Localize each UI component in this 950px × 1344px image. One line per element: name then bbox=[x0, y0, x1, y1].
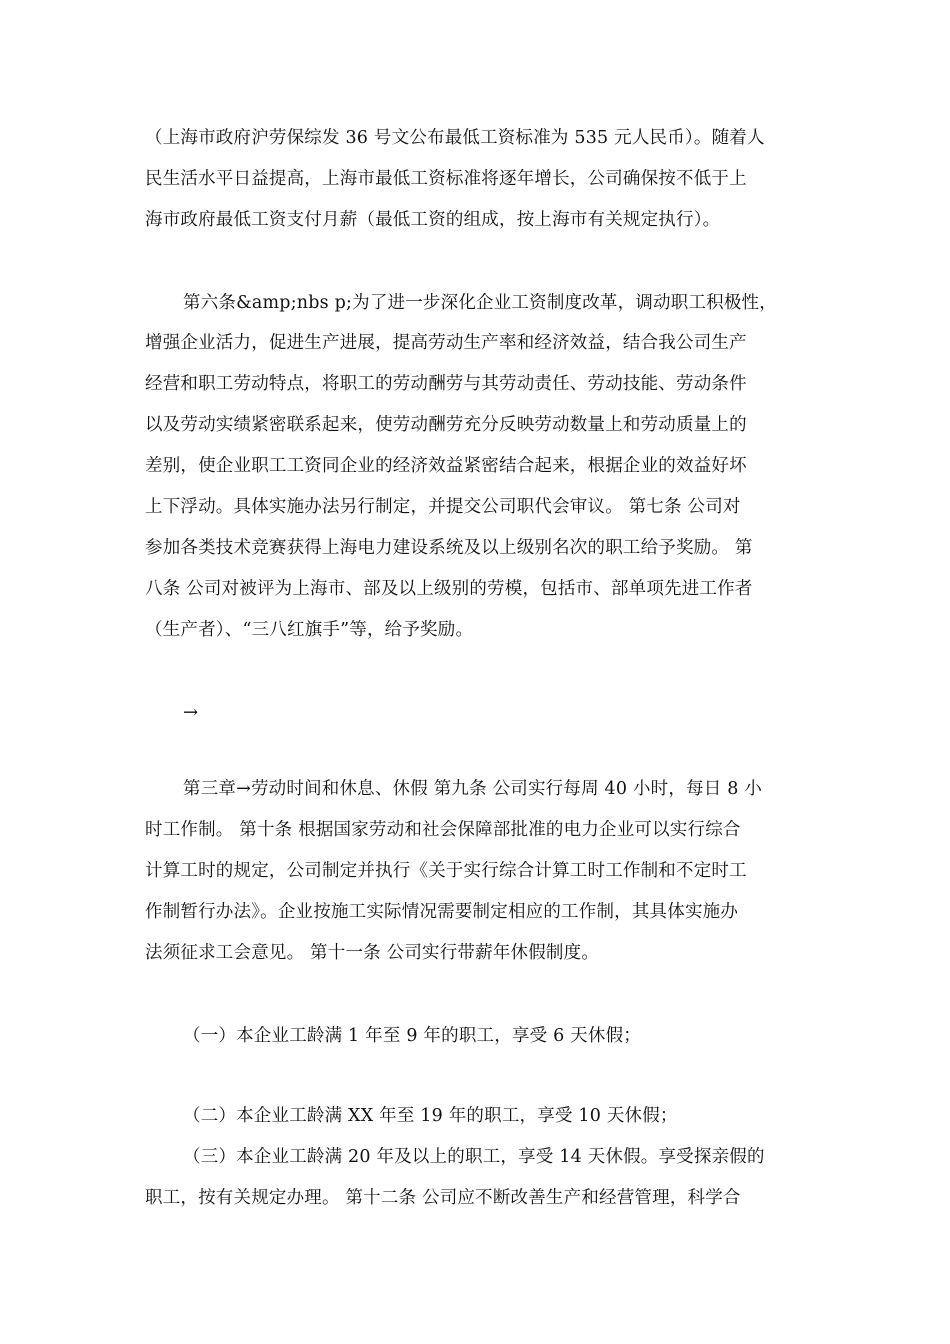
text-line: 八条 公司对被评为上海市、部及以上级别的劳模，包括市、部单项先进工作者 bbox=[145, 579, 753, 599]
text-line: 经营和职工劳动特点，将职工的劳动酬劳与其劳动责任、劳动技能、劳动条件 bbox=[145, 374, 747, 394]
text-line: 以及劳动实绩紧密联系起来，使劳动酬劳充分反映劳动数量上和劳动质量上的 bbox=[145, 415, 747, 435]
list-item: （一）本企业工龄满 1 年至 9 年的职工，享受 6 天休假； bbox=[183, 1026, 641, 1046]
text-line: 第三章→劳动时间和休息、休假 第九条 公司实行每周 40 小时，每日 8 小 bbox=[183, 779, 763, 799]
text-line: 计算工时的规定，公司制定并执行《关于实行综合计算工时工作制和不定时工 bbox=[145, 861, 747, 881]
text-line: 海市政府最低工资支付月薪（最低工资的组成，按上海市有关规定执行）。 bbox=[145, 210, 721, 230]
text-line: 时工作制。 第十条 根据国家劳动和社会保障部批准的电力企业可以实行综合 bbox=[145, 820, 741, 840]
list-item: （二）本企业工龄满 XX 年至 19 年的职工，享受 10 天休假； bbox=[183, 1106, 678, 1126]
text-line: 增强企业活力，促进生产进展，提高劳动生产率和经济效益，结合我公司生产 bbox=[145, 333, 747, 353]
text-line: 参加各类技术竞赛获得上海电力建设系统及以上级别名次的职工给予奖励。 第 bbox=[145, 538, 753, 558]
text-line: 第六条&amp;nbs p;为了进一步深化企业工资制度改革，调动职工积极性， bbox=[183, 293, 777, 313]
arrow-marker: → bbox=[183, 702, 199, 723]
text-line: 差别，使企业职工工资同企业的经济效益紧密结合起来，根据企业的效益好坏 bbox=[145, 456, 747, 476]
text-line: 职工，按有关规定办理。 第十二条 公司应不断改善生产和经营管理，科学合 bbox=[145, 1188, 741, 1208]
text-line: 上下浮动。具体实施办法另行制定，并提交公司职代会审议。 第七条 公司对 bbox=[145, 497, 741, 517]
text-line: 作制暂行办法》。企业按施工实际情况需要制定相应的工作制，其具体实施办 bbox=[145, 902, 739, 922]
text-line: 民生活水平日益提高，上海市最低工资标准将逐年增长，公司确保按不低于上 bbox=[145, 169, 747, 189]
text-line: （生产者）、“三八红旗手”等，给予奖励。 bbox=[145, 620, 474, 640]
list-item: （三）本企业工龄满 20 年及以上的职工，享受 14 天休假。享受探亲假的 bbox=[183, 1147, 765, 1167]
text-line: （上海市政府沪劳保综发 36 号文公布最低工资标准为 535 元人民币）。随着人 bbox=[145, 128, 765, 148]
text-line: 法须征求工会意见。 第十一条 公司实行带薪年休假制度。 bbox=[145, 943, 600, 963]
